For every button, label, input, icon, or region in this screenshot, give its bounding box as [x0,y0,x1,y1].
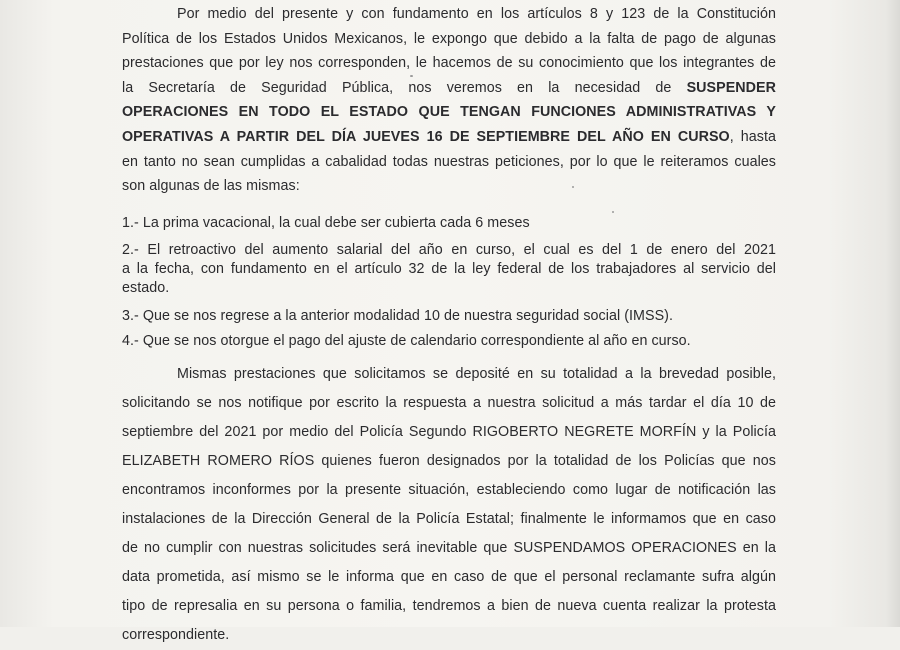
paper-speck [410,75,413,77]
text-run: la Secretaría de Seguridad Pública, nos veremos en la necesidad de [122,79,672,96]
text-line: encontramos inconformes por la presente situación, estableciendo como lugar de notificación las [122,481,776,498]
text-line: en tanto no sean cumplidas a cabalidad todas nuestras peticiones, por lo que le reiteramos cuales [122,153,776,170]
text-line: estado. [122,280,170,297]
text-line: a la fecha, con fundamento en el artículo 32 de la ley federal de los trabajadores al servicio del [122,261,776,278]
list-item [122,329,776,354]
intro-paragraph [122,2,776,199]
text-line: 4.- Que se nos otorgue el pago del ajuste de calendario correspondiente al año en curso. [122,332,691,349]
text-line: 3.- Que se nos regrese a la anterior modalidad 10 de nuestra seguridad social (IMSS). [122,308,674,325]
text-line: solicitando se nos notifique por escrito la respuesta a nuestra solicitud a más tardar el día 10 de [122,394,776,411]
text-line: son algunas de las mismas: [122,178,300,195]
document-body [122,2,776,650]
text-line: Política de los Estados Unidos Mexicanos, le expongo que debido a la falta de pago de algunas [122,30,776,47]
paper-speck [572,186,574,188]
list-item [122,304,776,329]
text-line: data prometida, así mismo se le informa que en caso de que el personal reclamante sufra algún [122,568,776,585]
list-item [122,241,776,298]
text-line: prestaciones que por ley nos corresponden, le hacemos de su conocimiento que los integrantes de [122,55,776,72]
text-line: instalaciones de la Dirección General de la Policía Estatal; finalmente le informamos que en caso [122,510,776,527]
paper-edge-shadow [886,0,900,627]
text-line: 2.- El retroactivo del aumento salarial del año en curso, el cual es del 1 de enero del 2021 [122,242,776,259]
text-line: tipo de represalia en su persona o familia, tendremos a bien de nueva cuenta realizar la protesta [122,597,776,614]
bold-text: OPERATIVAS A PARTIR DEL DÍA JUEVES 16 DE SEPTIEMBRE DEL AÑO EN CURSO [122,128,730,145]
text-line: septiembre del 2021 por medio del Policía Segundo RIGOBERTO NEGRETE MORFÍN y la Policía [122,423,776,440]
text-line: 1.- La prima vacacional, la cual debe ser cubierta cada 6 meses [122,214,530,231]
bold-line: OPERACIONES EN TODO EL ESTADO QUE TENGAN FUNCIONES ADMINISTRATIVAS Y [122,104,776,121]
closing-paragraph [122,360,776,650]
text-line: Mismas prestaciones que solicitamos se deposité en su totalidad a la brevedad posible, [177,365,776,382]
text-line [122,125,776,150]
text-line: ELIZABETH ROMERO RÍOS quienes fueron designados por la totalidad de los Policías que nos [122,452,776,469]
bold-text: SUSPENDER [686,79,776,96]
text-line: Por medio del presente y con fundamento en los artículos 8 y 123 de la Constitución [177,6,776,22]
text-line: correspondiente. [122,626,230,643]
paper-speck [612,211,614,213]
list-item [122,211,776,236]
text-run: , hasta [729,128,776,145]
text-line: de no cumplir con nuestras solicitudes será inevitable que SUSPENDAMOS OPERACIONES en la [122,539,776,556]
text-line [122,76,776,101]
